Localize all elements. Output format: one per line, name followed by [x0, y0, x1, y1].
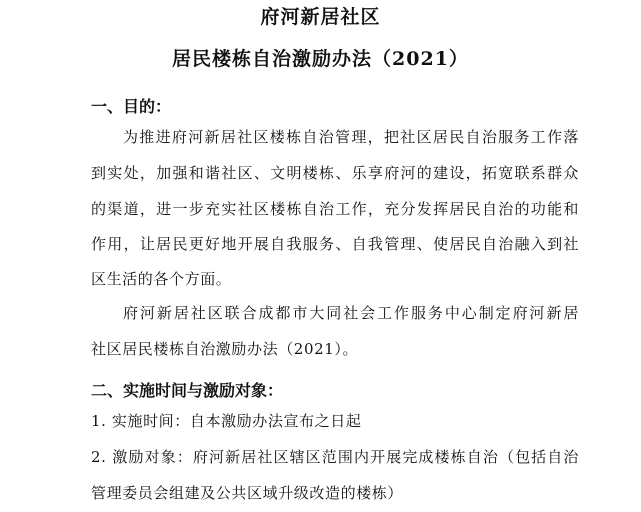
list-item-line: 管理委员会组建及公共区域升级改造的楼栋）	[91, 484, 404, 502]
document-title: 府河新居社区	[260, 6, 381, 28]
paragraph-line: 到实处，加强和谐社区、文明楼栋、乐享府河的建设，拓宽联系群众	[91, 164, 579, 182]
section-heading-purpose: 一、目的：	[91, 97, 172, 116]
paragraph-line: 为推进府河新居社区楼栋自治管理，把社区居民自治服务工作落	[123, 128, 579, 146]
paragraph-line: 社区居民楼栋自治激励办法（2021）。	[91, 340, 359, 358]
list-item-line: 2. 激励对象：府河新居社区辖区范围内开展完成楼栋自治（包括自治	[91, 448, 579, 466]
list-item-time: 1. 实施时间：自本激励办法宣布之日起	[91, 412, 362, 430]
section-heading-timing: 二、实施时间与激励对象：	[91, 381, 284, 400]
document-subtitle: 居民楼栋自治激励办法（2021）	[172, 48, 469, 70]
paragraph-line: 的渠道，进一步充实社区楼栋自治工作，充分发挥居民自治的功能和	[91, 200, 579, 218]
paragraph-line: 区生活的各个方面。	[91, 270, 232, 288]
paragraph-line: 作用，让居民更好地开展自我服务、自我管理、使居民自治融入到社	[91, 235, 579, 253]
paragraph-line: 府河新居社区联合成都市大同社会工作服务中心制定府河新居	[123, 304, 579, 322]
